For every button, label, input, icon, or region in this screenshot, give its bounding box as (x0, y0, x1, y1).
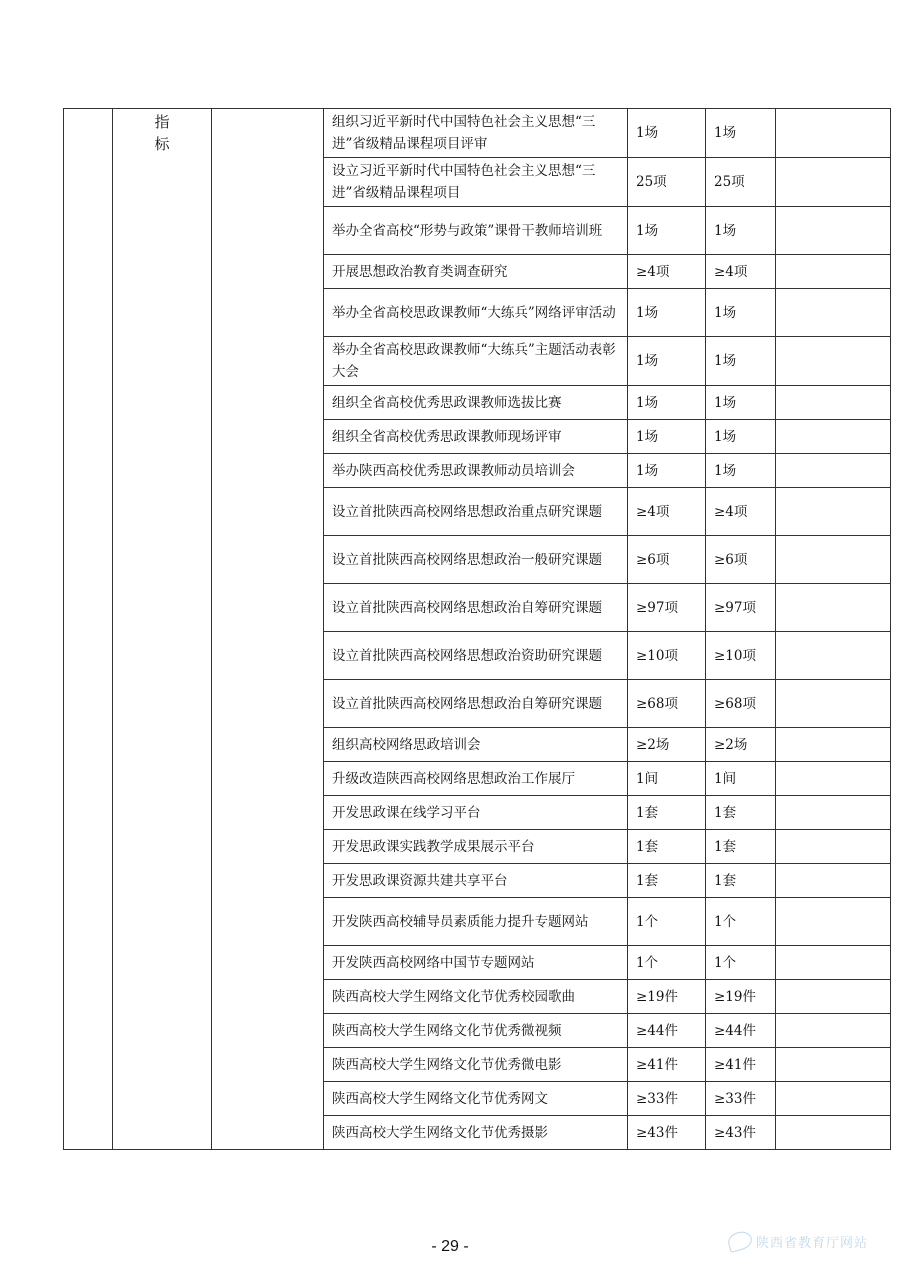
actual-value-cell: ≥44件 (706, 1014, 776, 1048)
note-cell (776, 1048, 891, 1082)
site-watermark (728, 1226, 896, 1256)
note-cell (776, 255, 891, 289)
task-cell: 组织高校网络思政培训会 (324, 728, 628, 762)
actual-value-cell: 1套 (706, 796, 776, 830)
target-value-cell: 1场 (628, 289, 706, 337)
target-value-cell: ≥44件 (628, 1014, 706, 1048)
bird-logo-icon (726, 1229, 754, 1253)
target-value-cell: ≥19件 (628, 980, 706, 1014)
target-value-cell: 1套 (628, 830, 706, 864)
task-cell: 陕西高校大学生网络文化节优秀微视频 (324, 1014, 628, 1048)
target-value-cell: 1个 (628, 946, 706, 980)
task-cell: 举办全省高校思政课教师“大练兵”主题活动表彰大会 (324, 337, 628, 386)
actual-value-cell: 1个 (706, 946, 776, 980)
blank-cell (212, 109, 324, 1150)
note-cell (776, 1014, 891, 1048)
actual-value-cell: 1场 (706, 420, 776, 454)
category-label: 指标 (154, 113, 170, 153)
task-cell: 组织习近平新时代中国特色社会主义思想“三进”省级精品课程项目评审 (324, 109, 628, 158)
note-cell (776, 864, 891, 898)
actual-value-cell: ≥33件 (706, 1082, 776, 1116)
note-cell (776, 158, 891, 207)
task-cell: 开发思政课在线学习平台 (324, 796, 628, 830)
task-cell: 组织全省高校优秀思政课教师现场评审 (324, 420, 628, 454)
table-row (64, 109, 891, 158)
target-value-cell: 1套 (628, 864, 706, 898)
indicator-table (63, 108, 891, 1150)
note-cell (776, 289, 891, 337)
actual-value-cell: ≥68项 (706, 680, 776, 728)
note-cell (776, 980, 891, 1014)
note-cell (776, 488, 891, 536)
actual-value-cell: ≥43件 (706, 1116, 776, 1150)
target-value-cell: ≥68项 (628, 680, 706, 728)
note-cell (776, 632, 891, 680)
note-cell (776, 898, 891, 946)
note-cell (776, 207, 891, 255)
watermark-text: 陕西省教育厅网站 (756, 1235, 869, 1251)
note-cell (776, 1082, 891, 1116)
page-number: - 29 - (431, 1238, 469, 1255)
actual-value-cell: ≥97项 (706, 584, 776, 632)
target-value-cell: 1场 (628, 207, 706, 255)
actual-value-cell: 1场 (706, 337, 776, 386)
target-value-cell: 1场 (628, 386, 706, 420)
actual-value-cell: ≥2场 (706, 728, 776, 762)
actual-value-cell: ≥4项 (706, 488, 776, 536)
task-cell: 陕西高校大学生网络文化节优秀摄影 (324, 1116, 628, 1150)
task-cell: 举办全省高校“形势与政策”课骨干教师培训班 (324, 207, 628, 255)
actual-value-cell: 1套 (706, 864, 776, 898)
target-value-cell: 1套 (628, 796, 706, 830)
category-cell (113, 109, 212, 1150)
actual-value-cell: ≥41件 (706, 1048, 776, 1082)
target-value-cell: ≥10项 (628, 632, 706, 680)
target-value-cell: ≥41件 (628, 1048, 706, 1082)
task-cell: 陕西高校大学生网络文化节优秀微电影 (324, 1048, 628, 1082)
target-value-cell: ≥2场 (628, 728, 706, 762)
actual-value-cell: 1场 (706, 289, 776, 337)
note-cell (776, 946, 891, 980)
target-value-cell: 1个 (628, 898, 706, 946)
note-cell (776, 584, 891, 632)
task-cell: 设立习近平新时代中国特色社会主义思想“三进”省级精品课程项目 (324, 158, 628, 207)
task-cell: 开发思政课资源共建共享平台 (324, 864, 628, 898)
target-value-cell: 25项 (628, 158, 706, 207)
task-cell: 陕西高校大学生网络文化节优秀校园歌曲 (324, 980, 628, 1014)
task-cell: 举办全省高校思政课教师“大练兵”网络评审活动 (324, 289, 628, 337)
actual-value-cell: ≥4项 (706, 255, 776, 289)
target-value-cell: ≥33件 (628, 1082, 706, 1116)
target-value-cell: ≥43件 (628, 1116, 706, 1150)
task-cell: 开发陕西高校网络中国节专题网站 (324, 946, 628, 980)
target-value-cell: ≥97项 (628, 584, 706, 632)
note-cell (776, 454, 891, 488)
task-cell: 举办陕西高校优秀思政课教师动员培训会 (324, 454, 628, 488)
note-cell (776, 1116, 891, 1150)
task-cell: 开发思政课实践教学成果展示平台 (324, 830, 628, 864)
task-cell: 升级改造陕西高校网络思想政治工作展厅 (324, 762, 628, 796)
target-value-cell: 1场 (628, 454, 706, 488)
actual-value-cell: 1个 (706, 898, 776, 946)
target-value-cell: 1间 (628, 762, 706, 796)
task-cell: 组织全省高校优秀思政课教师选拔比赛 (324, 386, 628, 420)
task-cell: 设立首批陕西高校网络思想政治自筹研究课题 (324, 584, 628, 632)
actual-value-cell: 1间 (706, 762, 776, 796)
target-value-cell: ≥4项 (628, 255, 706, 289)
note-cell (776, 536, 891, 584)
target-value-cell: 1场 (628, 337, 706, 386)
actual-value-cell: 1场 (706, 109, 776, 158)
task-cell: 开展思想政治教育类调查研究 (324, 255, 628, 289)
note-cell (776, 830, 891, 864)
task-cell: 设立首批陕西高校网络思想政治资助研究课题 (324, 632, 628, 680)
task-cell: 设立首批陕西高校网络思想政治一般研究课题 (324, 536, 628, 584)
note-cell (776, 109, 891, 158)
note-cell (776, 337, 891, 386)
task-cell: 设立首批陕西高校网络思想政治自筹研究课题 (324, 680, 628, 728)
actual-value-cell: 1场 (706, 207, 776, 255)
actual-value-cell: 1场 (706, 454, 776, 488)
actual-value-cell: ≥6项 (706, 536, 776, 584)
target-value-cell: ≥4项 (628, 488, 706, 536)
task-cell: 设立首批陕西高校网络思想政治重点研究课题 (324, 488, 628, 536)
actual-value-cell: ≥19件 (706, 980, 776, 1014)
actual-value-cell: ≥10项 (706, 632, 776, 680)
actual-value-cell: 1套 (706, 830, 776, 864)
task-cell: 开发陕西高校辅导员素质能力提升专题网站 (324, 898, 628, 946)
actual-value-cell: 25项 (706, 158, 776, 207)
note-cell (776, 762, 891, 796)
target-value-cell: 1场 (628, 420, 706, 454)
actual-value-cell: 1场 (706, 386, 776, 420)
target-value-cell: 1场 (628, 109, 706, 158)
blank-cell (64, 109, 113, 1150)
target-value-cell: ≥6项 (628, 536, 706, 584)
note-cell (776, 386, 891, 420)
note-cell (776, 680, 891, 728)
task-cell: 陕西高校大学生网络文化节优秀网文 (324, 1082, 628, 1116)
note-cell (776, 420, 891, 454)
note-cell (776, 728, 891, 762)
note-cell (776, 796, 891, 830)
